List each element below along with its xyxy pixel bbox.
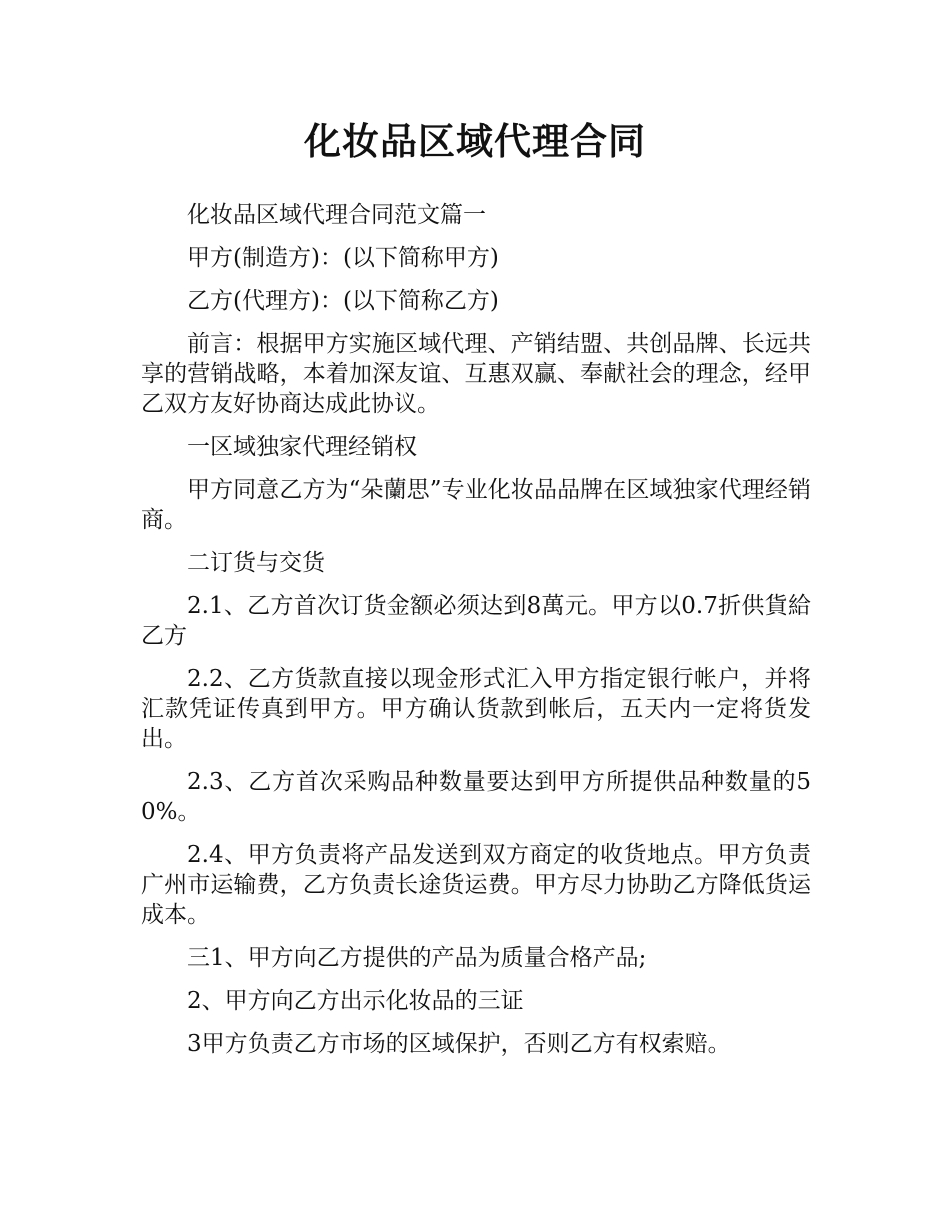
paragraph-preface: 前言：根据甲方实施区域代理、产销结盟、共创品牌、长远共享的营销战略，本着加深友谊、互惠双赢、奉献社会的理念，经甲乙双方友好协商达成此协议。 (141, 331, 811, 417)
paragraph-party-a: 甲方(制造方)：(以下简称甲方) (187, 245, 499, 271)
section-heading-2: 二订货与交货 (187, 550, 325, 576)
clause-3-3: 3甲方负责乙方市场的区域保护，否则乙方有权索赔。 (187, 1031, 731, 1057)
clause-3-1: 三1、甲方向乙方提供的产品为质量合格产品; (187, 945, 647, 971)
paragraph-section-1: 甲方同意乙方为“朵蘭思”专业化妆品品牌在区域独家代理经销商。 (141, 477, 811, 533)
paragraph-party-b: 乙方(代理方)：(以下简称乙方) (187, 288, 499, 314)
document-body (141, 200, 811, 1072)
paragraph-heading: 化妆品区域代理合同范文篇一 (187, 202, 486, 228)
section-heading-1: 一区域独家代理经销权 (187, 434, 417, 460)
clause-2-2: 2.2、乙方货款直接以现金形式汇入甲方指定银行帐户，并将汇款凭证传真到甲方。甲方确认货款到帐后，五天内一定将货发出。 (141, 666, 811, 752)
clause-2-3: 2.3、乙方首次采购品种数量要达到甲方所提供品种数量的50%。 (141, 769, 811, 825)
clause-2-4: 2.4、甲方负责将产品发送到双方商定的收货地点。甲方负责广州市运输费，乙方负责长途货运费。甲方尽力协助乙方降低货运成本。 (141, 842, 811, 928)
clause-3-2: 2、甲方向乙方出示化妆品的三证 (187, 988, 524, 1014)
clause-2-1: 2.1、乙方首次订货金额必须达到8萬元。甲方以0.7折供貨給乙方 (141, 593, 811, 649)
document-title: 化妆品区域代理合同 (304, 120, 646, 163)
